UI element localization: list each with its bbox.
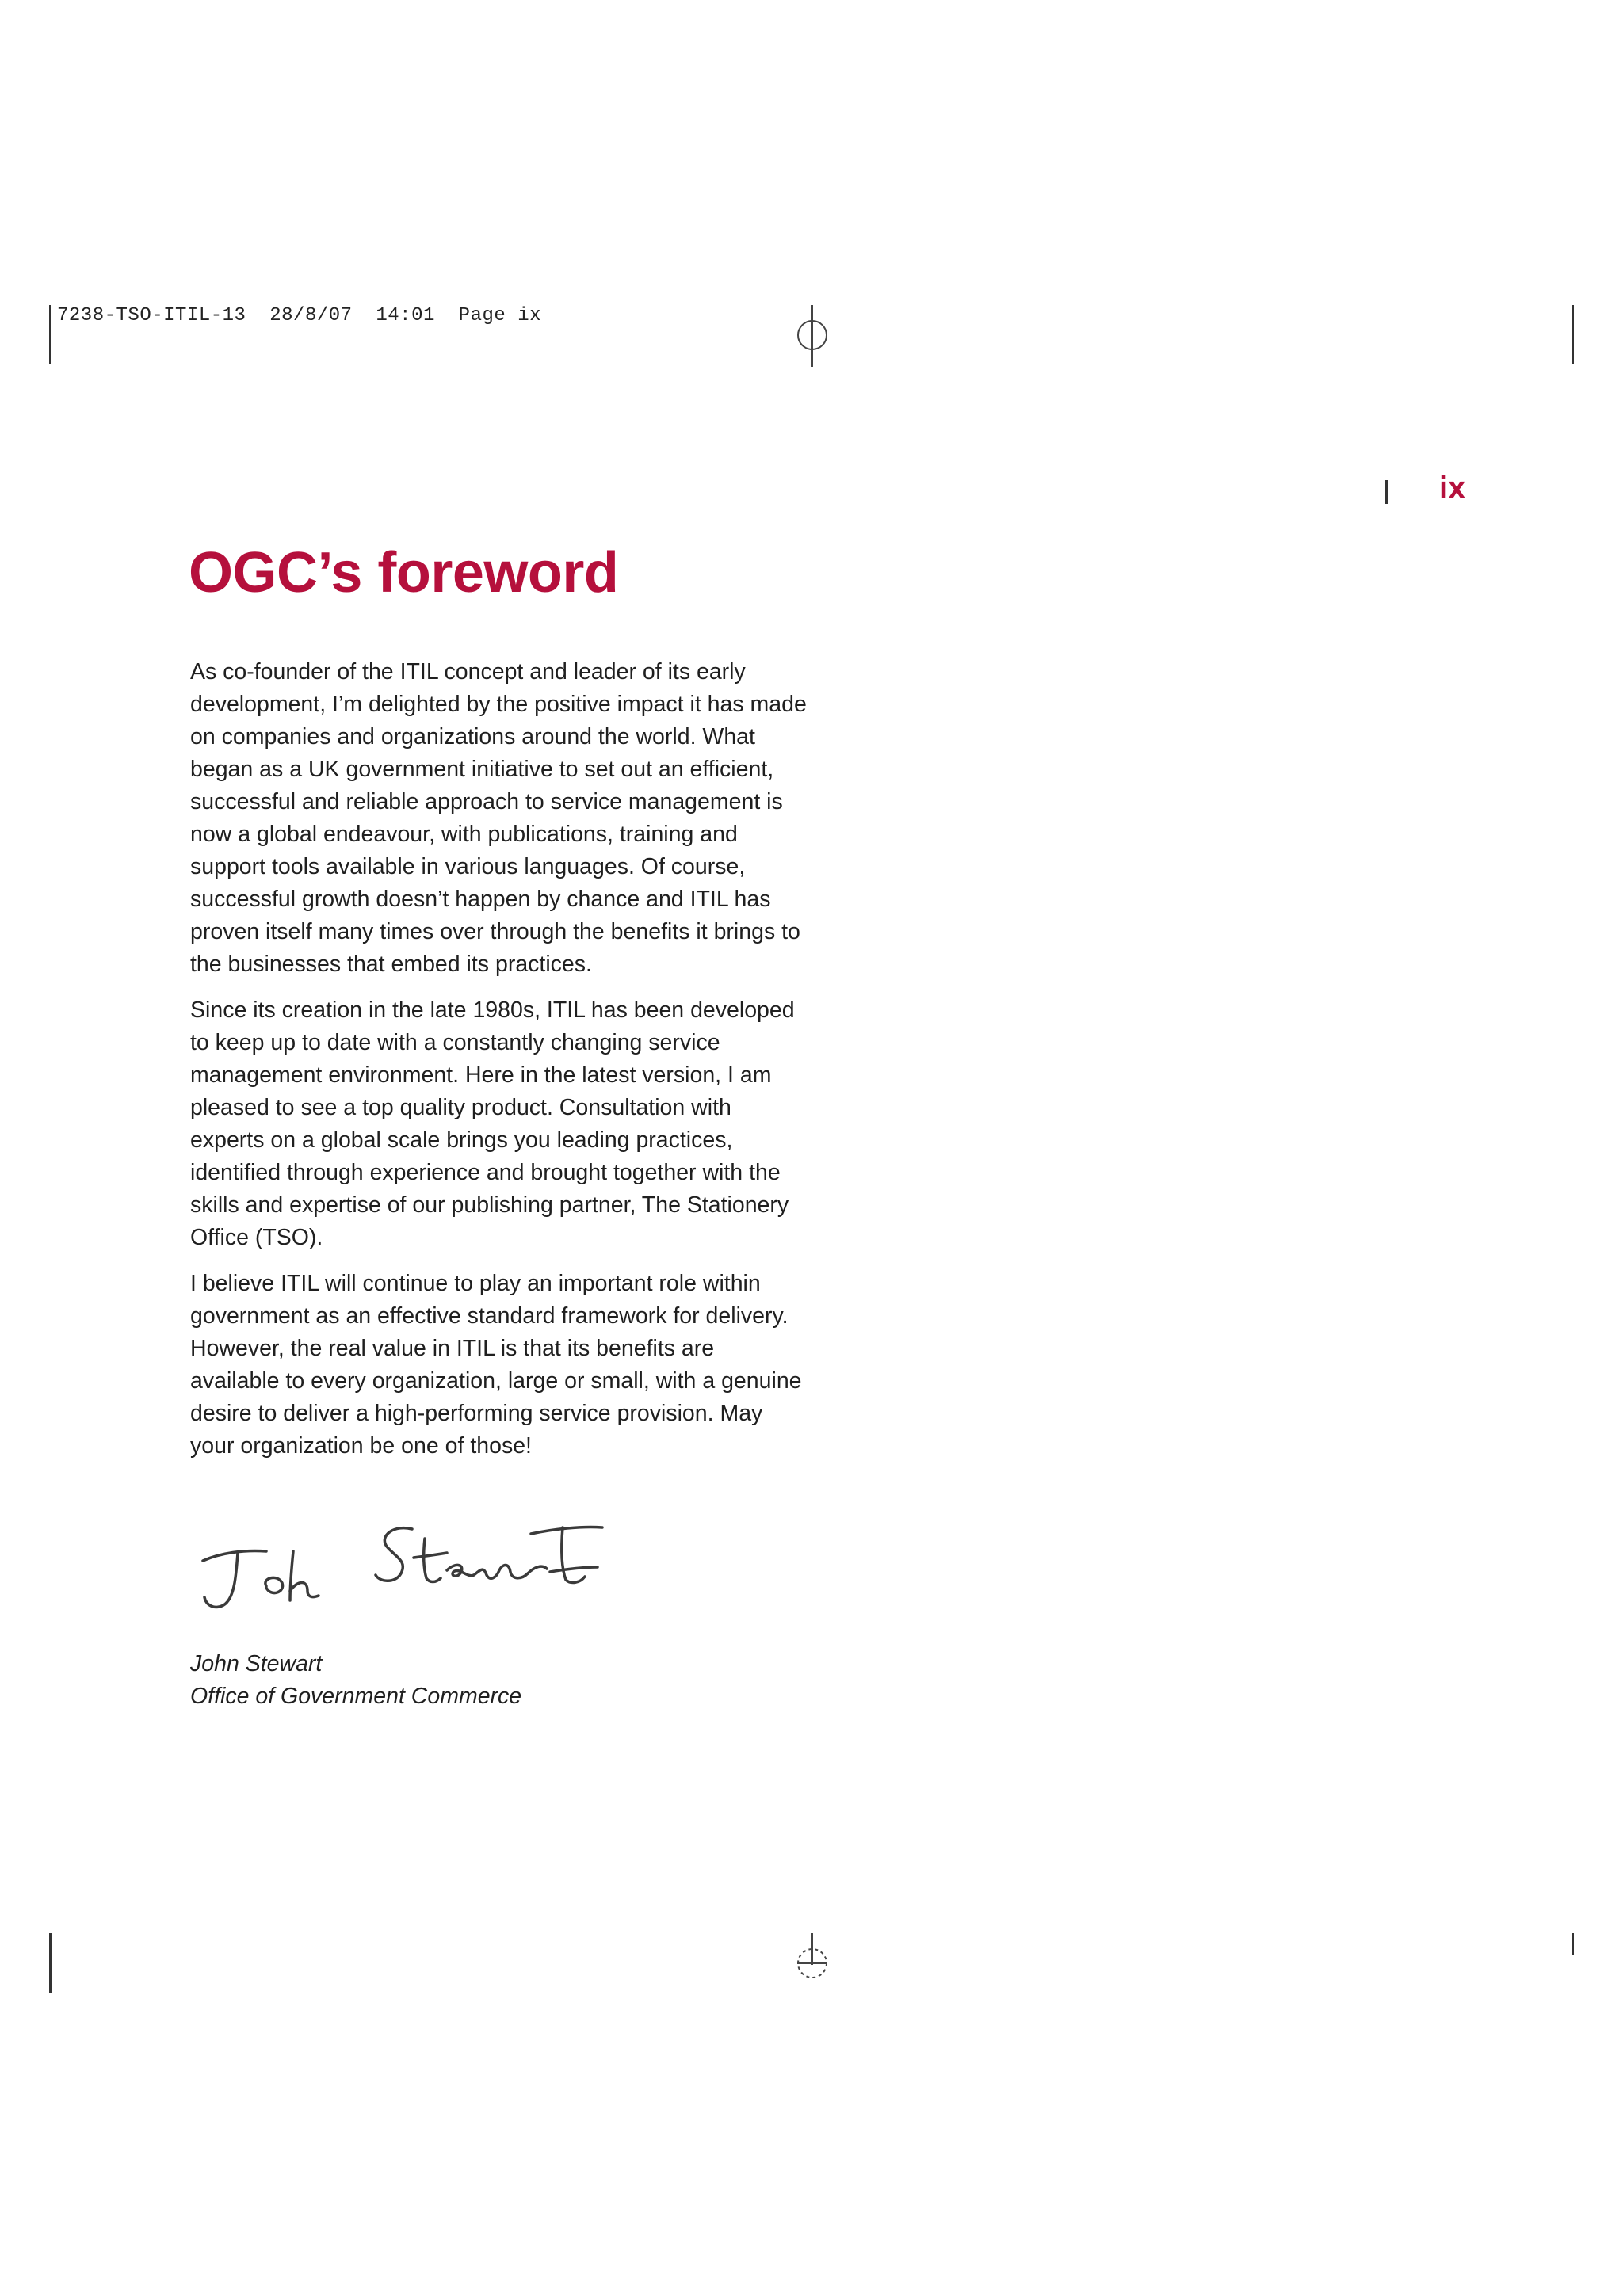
paragraph-3: I believe ITIL will continue to play an important role within government as an effective standard framework for delivery. However, the real value in ITIL is that its benefits are available to every organization, large or small, with a genuine desire to deliver a high-performing service provision. May your organization be one of those!: [190, 1271, 802, 1459]
signatory-block: [190, 1648, 521, 1713]
crop-mark-top-left: [49, 305, 51, 364]
printer-slug: 7238-TSO-ITIL-13 28/8/07 14:01 Page ix: [57, 305, 541, 326]
foreword-body: [190, 656, 808, 1476]
header-rule: [1385, 480, 1388, 504]
crop-mark-bottom-right: [1572, 1933, 1574, 1955]
paragraph-1: As co-founder of the ITIL concept and leader of its early development, I’m delighted by the positive impact it has made on companies and organizations around the world. What began as a UK government initiative to set out an efficient, successful and reliable approach to service management is now a global endeavour, with publications, training and support tools available in various languages. Of course, successful growth doesn’t happen by chance and ITIL has proven itself many times over through the benefits it brings to the businesses that embed its practices.: [190, 659, 807, 977]
page-title: OGC’s foreword: [189, 541, 619, 605]
crop-mark-top-right: [1572, 305, 1574, 364]
handwritten-signature-image: [189, 1512, 775, 1623]
registration-mark-bottom-icon: [792, 1933, 832, 1981]
signatory-name: John Stewart: [190, 1651, 323, 1676]
crop-mark-bottom-left: [49, 1933, 52, 1993]
paragraph-2: Since its creation in the late 1980s, ITIL has been developed to keep up to date with a constantly changing service management environment. Here in the latest version, I am pleased to see a top quality product. Consultation with experts on a global scale brings you leading practices, identified through experience and brought together with the skills and expertise of our publishing partner, The Stationery Office (TSO).: [190, 997, 795, 1250]
registration-mark-top-icon: [792, 305, 832, 368]
page-number: ix: [1439, 471, 1466, 505]
signatory-organization: Office of Government Commerce: [190, 1684, 522, 1709]
